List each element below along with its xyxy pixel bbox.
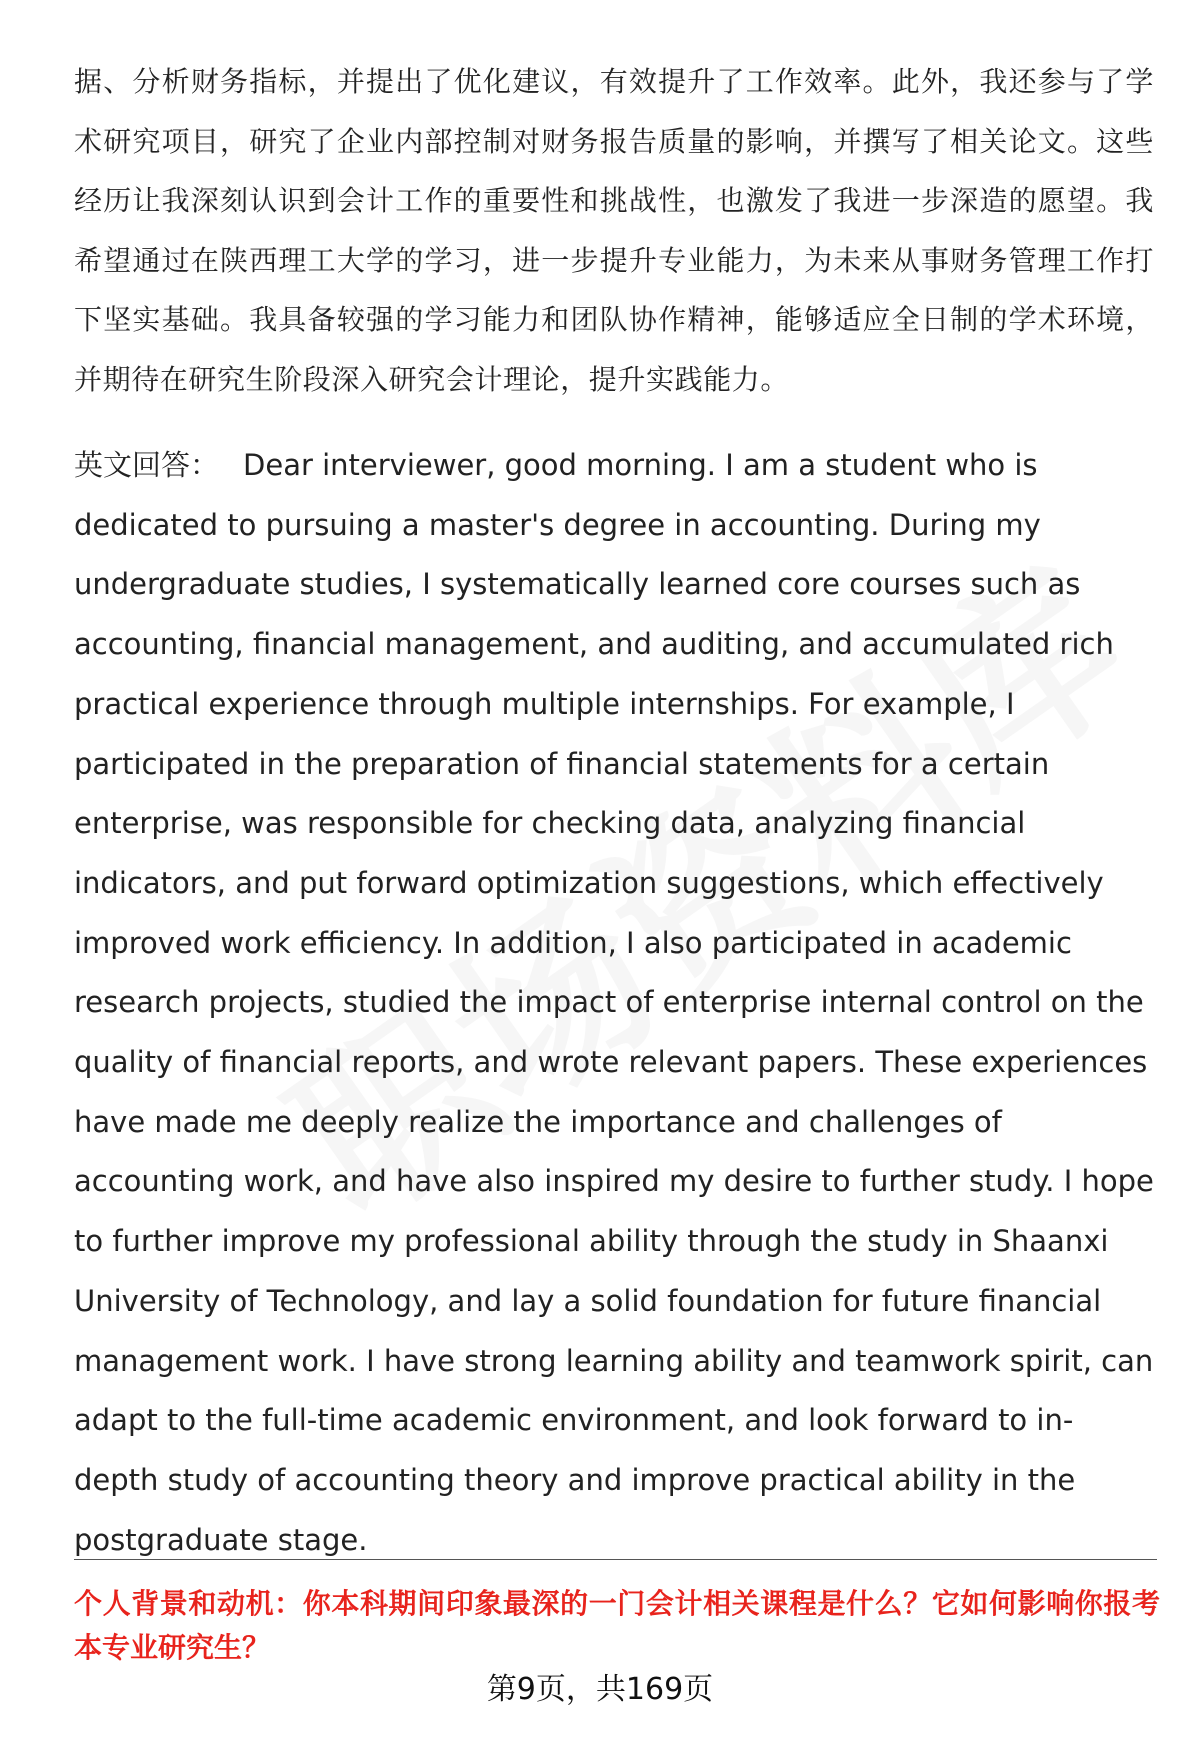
section-divider [74,1559,1157,1560]
english-answer-text: Dear interviewer, good morning. I am a student who is dedicated to pursuing a master's degree in accounting. During my undergraduate studies, I systematically learned core courses such as accounting, financial management, and auditing, and accumulated rich practical experience through multiple internships. For example, I participated in the preparation of financial statements for a certain enterprise, was responsible for checking data, analyzing financial indicators, and put forward optimization suggestions, which effectively improved work efficiency. In addition, I also participated in academic research projects, studied the impact of enterprise internal control on the quality of financial reports, and wrote relevant papers. These experiences have made me deeply realize the importance and challenges of accounting work, and have also inspired my desire to further study. I hope to further improve my professional ability through the study in Shaanxi University of Technology, and lay a solid foundation for future financial management work. I have strong learning ability and teamwork spirit, can adapt to the full-time academic environment, and look forward to in-depth study of accounting theory and improve practical ability in the postgraduate stage. [74,448,1154,1557]
next-question-heading: 个人背景和动机：你本科期间印象最深的一门会计相关课程是什么？它如何影响你报考本专业研究生？ [74,1587,1160,1664]
page-number: 第9页，共169页 [486,1672,714,1707]
chinese-answer-paragraph: 据、分析财务指标，并提出了优化建议，有效提升了工作效率。此外，我还参与了学术研究项目，研究了企业内部控制对财务报告质量的影响，并撰写了相关论文。这些经历让我深刻认识到会计工作的重要性和挑战性，也激发了我进一步深造的愿望。我希望通过在陕西理工大学的学习，进一步提升专业能力，为未来从事财务管理工作打下坚实基础。我具备较强的学习能力和团队协作精神，能够适应全日制的学术环境，并期待在研究生阶段深入研究会计理论，提升实践能力。 [74,65,1154,396]
english-answer-paragraph [74,436,1154,1570]
english-answer-label: 英文回答： [74,448,220,482]
